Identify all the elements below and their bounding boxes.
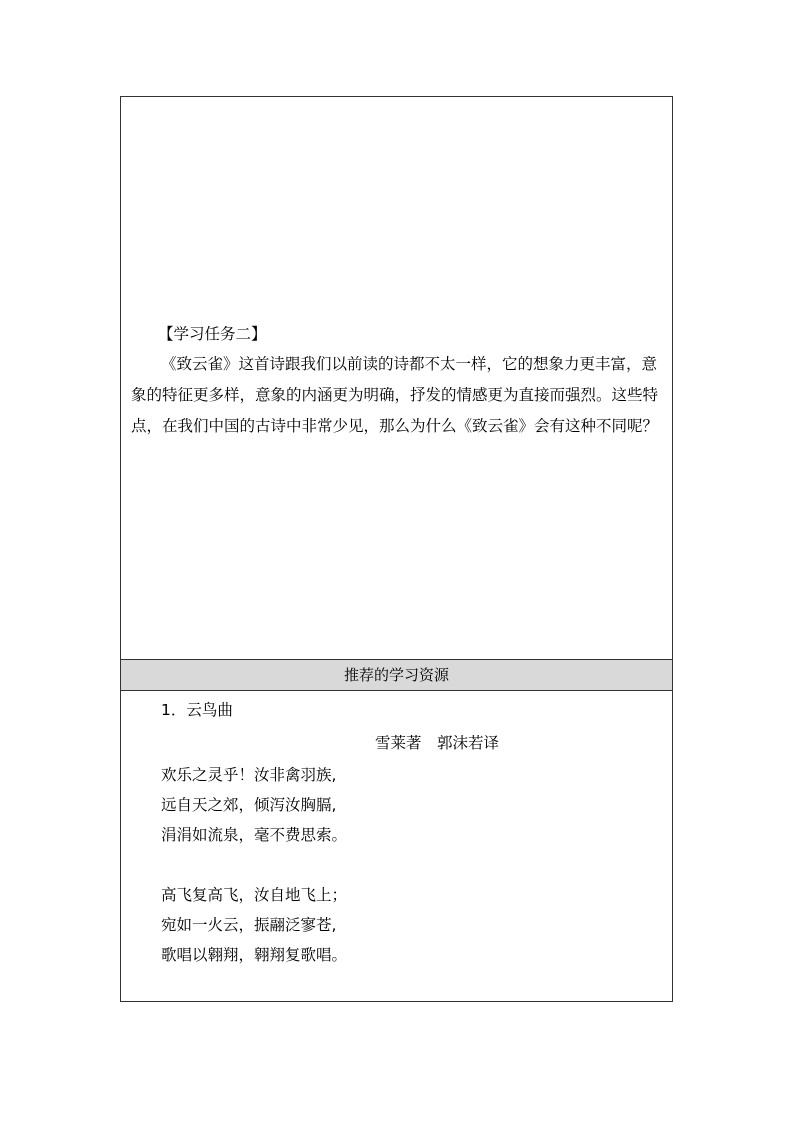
- stanza-gap: [161, 850, 641, 880]
- task-line-1: 《致云雀》这首诗跟我们以前读的诗都不太一样，它的想象力更丰富，意: [161, 355, 658, 373]
- task-line-2: 象的特征更多样，意象的内涵更为明确，抒发的情感更为直接而强烈。这些特: [131, 386, 659, 404]
- poem-line: 宛如一火云，振翮泛寥苍,: [161, 916, 337, 934]
- poem-line: 高飞复高飞，汝自地飞上；: [161, 886, 348, 904]
- content-table: [120, 96, 673, 1002]
- task-heading: 【学习任务二】: [158, 325, 267, 343]
- resource-item-title: 1．云鸟曲: [161, 701, 233, 719]
- resource-author-line: 雪莱著 郭沫若译: [375, 734, 500, 752]
- poem-line: 涓涓如流泉，毫不费思索。: [161, 826, 348, 844]
- poem-line: 欢乐之灵乎！汝非禽羽族,: [161, 766, 337, 784]
- resources-body: [161, 695, 641, 970]
- task-paragraph: [131, 349, 671, 442]
- poem-line: 远自天之郊，倾泻汝胸膈,: [161, 796, 337, 814]
- task-line-3: 点，在我们中国的古诗中非常少见，那么为什么《致云雀》会有这种不同呢？: [131, 417, 659, 435]
- resources-header: 推荐的学习资源: [121, 659, 672, 691]
- poem-line: 歌唱以翱翔，翱翔复歌唱。: [161, 946, 348, 964]
- learning-task-two: [131, 319, 671, 442]
